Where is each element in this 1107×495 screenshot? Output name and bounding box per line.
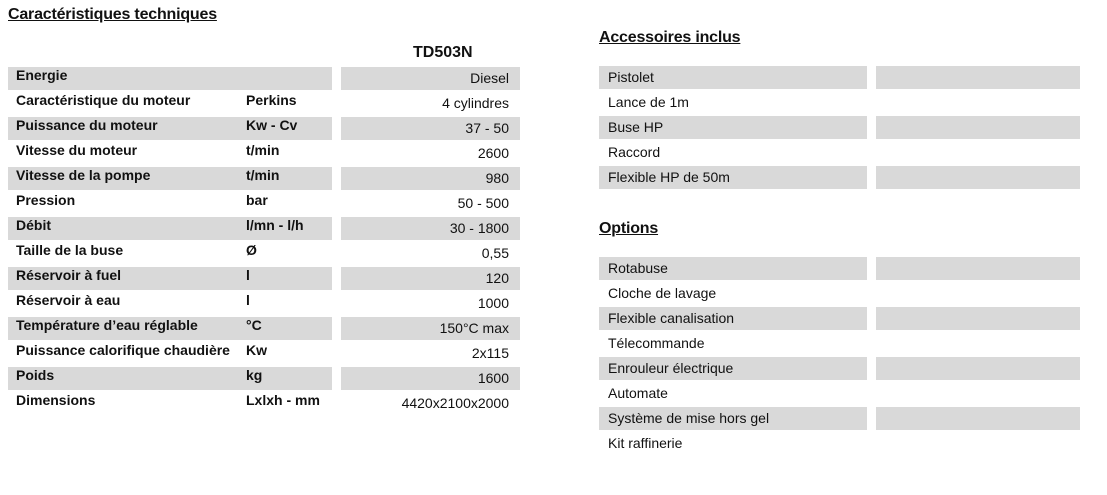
row-background-right — [876, 141, 1080, 164]
spec-value: 2x115 — [471, 345, 509, 361]
spec-row — [8, 240, 520, 265]
spec-value: 37 - 50 — [465, 120, 509, 136]
spec-label: Réservoir à fuel — [16, 267, 122, 283]
list-item-label: Lance de 1m — [608, 94, 689, 110]
spec-unit: Kw — [246, 342, 267, 358]
spec-label: Débit — [16, 217, 51, 233]
spec-row — [8, 115, 520, 140]
spec-unit: bar — [246, 192, 268, 208]
spec-row — [8, 390, 520, 415]
spec-value: 120 — [485, 270, 509, 286]
spec-unit: l — [246, 292, 250, 308]
spec-row — [8, 365, 520, 390]
spec-value: 0,55 — [481, 245, 509, 261]
row-background-right — [876, 91, 1080, 114]
row-background-right — [876, 432, 1080, 455]
spec-label: Puissance du moteur — [16, 117, 158, 133]
row-background-right — [876, 257, 1080, 280]
list-item-label: Kit raffinerie — [608, 435, 683, 451]
options-title: Options — [599, 220, 659, 237]
spec-value: 1600 — [477, 370, 509, 386]
spec-row — [8, 340, 520, 365]
spec-unit: Ø — [246, 242, 257, 258]
row-background-right — [876, 407, 1080, 430]
spec-value: 980 — [485, 170, 509, 186]
list-item — [599, 140, 1081, 165]
spec-unit: Lxlxh - mm — [246, 392, 320, 408]
row-background-right — [876, 357, 1080, 380]
spec-unit: Kw - Cv — [246, 117, 298, 133]
row-background-right — [876, 116, 1080, 139]
list-item-label: Rotabuse — [608, 260, 668, 276]
list-item-label: Enrouleur électrique — [608, 360, 734, 376]
spec-unit: l/mn - l/h — [246, 217, 304, 233]
list-item-label: Cloche de lavage — [608, 285, 717, 301]
spec-row — [8, 140, 520, 165]
spec-unit: t/min — [246, 167, 280, 183]
spec-label: Vitesse du moteur — [16, 142, 138, 158]
spec-unit: kg — [246, 367, 263, 383]
accessories-list — [599, 65, 1081, 190]
spec-row — [8, 265, 520, 290]
list-item-label: Buse HP — [608, 119, 664, 135]
list-item — [599, 165, 1081, 190]
list-item-label: Flexible canalisation — [608, 310, 735, 326]
spec-label: Taille de la buse — [16, 242, 124, 258]
list-item — [599, 381, 1081, 406]
spec-value: Diesel — [470, 70, 509, 86]
row-background-right — [876, 282, 1080, 305]
spec-row — [8, 165, 520, 190]
spec-row — [8, 65, 520, 90]
spec-unit: °C — [246, 317, 262, 333]
list-item — [599, 431, 1081, 456]
list-item — [599, 256, 1081, 281]
list-item — [599, 356, 1081, 381]
specs-table — [8, 65, 520, 415]
list-item — [599, 115, 1081, 140]
row-background-right — [876, 332, 1080, 355]
spec-label: Réservoir à eau — [16, 292, 121, 308]
spec-value: 2600 — [477, 145, 509, 161]
specs-title: Caractéristiques techniques — [8, 6, 217, 23]
list-item-label: Automate — [608, 385, 668, 401]
spec-row — [8, 190, 520, 215]
list-item — [599, 331, 1081, 356]
spec-value: 50 - 500 — [457, 195, 509, 211]
list-item-label: Télecommande — [608, 335, 705, 351]
spec-label: Poids — [16, 367, 55, 383]
spec-row — [8, 215, 520, 240]
spec-value: 4420x2100x2000 — [401, 395, 509, 411]
spec-label: Pression — [16, 192, 76, 208]
spec-unit: Perkins — [246, 92, 297, 108]
spec-label: Dimensions — [16, 392, 96, 408]
spec-row — [8, 290, 520, 315]
spec-value: 1000 — [477, 295, 509, 311]
list-item — [599, 281, 1081, 306]
list-item — [599, 306, 1081, 331]
list-item — [599, 406, 1081, 431]
spec-label: Puissance calorifique chaudière — [16, 342, 230, 358]
list-item-label: Flexible HP de 50m — [608, 169, 730, 185]
accessories-title: Accessoires inclus — [599, 29, 741, 46]
list-item-label: Raccord — [608, 144, 661, 160]
spec-unit: t/min — [246, 142, 280, 158]
model-name: TD503N — [413, 44, 473, 61]
list-item — [599, 90, 1081, 115]
spec-label: Energie — [16, 67, 68, 83]
spec-label: Vitesse de la pompe — [16, 167, 151, 183]
options-list — [599, 256, 1081, 456]
spec-label: Température d’eau réglable — [16, 317, 198, 333]
spec-row — [8, 315, 520, 340]
list-item-label: Pistolet — [608, 69, 654, 85]
list-item — [599, 65, 1081, 90]
spec-row — [8, 90, 520, 115]
row-background-right — [876, 382, 1080, 405]
row-background-right — [876, 166, 1080, 189]
list-item-label: Système de mise hors gel — [608, 410, 770, 426]
spec-unit: l — [246, 267, 250, 283]
spec-label: Caractéristique du moteur — [16, 92, 191, 108]
spec-value: 30 - 1800 — [449, 220, 509, 236]
row-background-right — [876, 66, 1080, 89]
row-background-left — [8, 367, 332, 390]
row-background-right — [876, 307, 1080, 330]
spec-value: 4 cylindres — [442, 95, 509, 111]
spec-value: 150°C max — [439, 320, 509, 336]
